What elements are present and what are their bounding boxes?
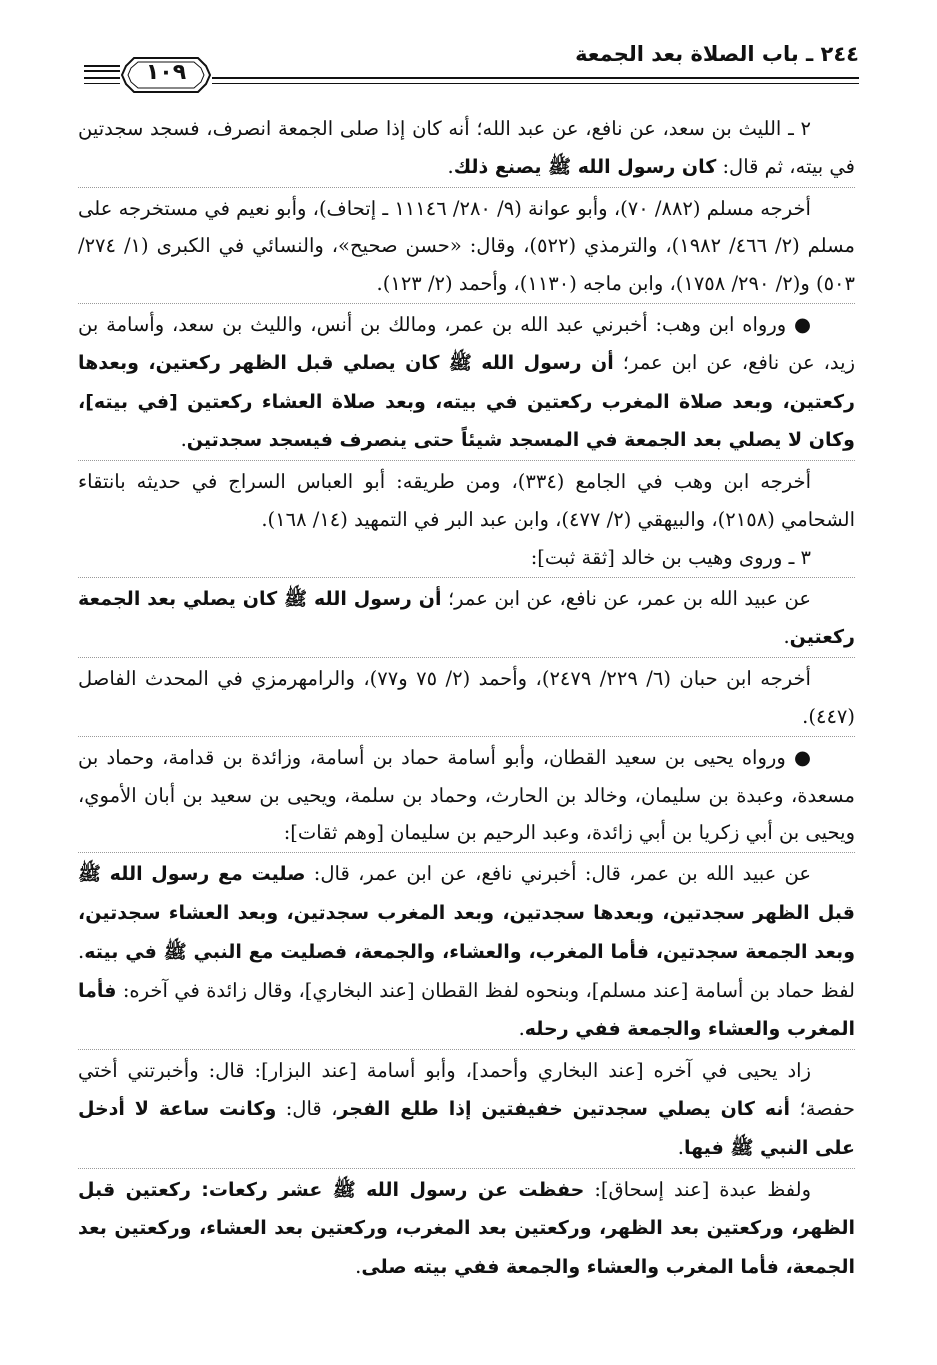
page-number: ١٠٩ [145,60,187,85]
paragraph-text: أخرجه مسلم (٨٨٢/ ٧٠)، وأبو عوانة (٩/ ٢٨٠/ ١١١٤٦ ـ إتحاف)، وأبو نعيم في مستخرجه على مسلم (٢/ ٤٦٦/ ١٩٨٢)، والترمذي (٥٢٢)، وقال: «حسن صحيح»، والنسائي في الكبرى (١/ ٢٧٤/ ٥٠٣) و(٢/ ٢٩٠/ ١٧٥٨)، وابن ماجه (١١٣٠)، وأحمد (٢/ ١٢٣). [78,196,855,296]
paragraph-text: . [677,1135,684,1159]
hadith-text: أنه كان يصلي سجدتين خفيفتين إذا طلع الفجر [337,1097,791,1120]
paragraph-text: عن عبيد الله بن عمر، عن نافع، عن ابن عمر؛ [441,586,812,610]
paragraph [78,852,855,1049]
paragraph [78,1168,855,1287]
hadith-text: صليت مع رسول الله ﷺ قبل الظهر سجدتين، وبعدها سجدتين، وبعد المغرب سجدتين، وبعد العشاء سجدتين، وبعد الجمعة سجدتين، فأما المغرب، والعشاء، والجمعة، فصليت مع النبي ﷺ في بيته [78,863,855,963]
paragraph-text: . لفظ حماد بن أسامة [عند مسلم]، وبنحوه لفظ القطان [عند البخاري]، وقال زائدة في آخره: [78,939,855,1002]
paragraph [78,657,855,736]
paragraph-text: . [518,1017,525,1041]
paragraph-text: عن عبيد الله بن عمر، قال: أخبرني نافع، عن ابن عمر، قال: [305,862,811,886]
paragraph [78,736,855,852]
paragraph-text: . [355,1255,362,1279]
paragraph-text: . [447,154,454,178]
hadith-text: أن رسول الله ﷺ كان يصلي قبل الظهر ركعتين، وبعدها ركعتين، وبعد صلاة المغرب ركعتين في بيته، وبعد صلاة العشاء ركعتين [في بيته]، وكان لا يصلي بعد الجمعة في المسجد شيئاً حتى ينصرف فيسجد سجدتين [78,351,855,452]
page-body [78,110,855,1287]
paragraph [78,460,855,539]
paragraph-text: ٢ ـ الليث بن سعد، عن نافع، عن عبد الله؛ أنه كان إذا صلى الجمعة انصرف، فسجد سجدتين في بيته، ثم قال: [78,117,855,178]
hadith-text: وكانت ساعة لا أدخل على النبي ﷺ فيها [78,1097,855,1159]
paragraph [78,1049,855,1167]
hadith-text: أن رسول الله ﷺ كان يصلي بعد الجمعة ركعتين [78,587,855,649]
paragraph-text: ولفظ عبدة [عند إسحاق]: [584,1177,811,1201]
paragraph-text: ● ورواه يحيى بن سعيد القطان، وأبو أسامة حماد بن أسامة، وزائدة بن قدامة، وحماد بن مسعدة، وعبدة بن سليمان، وخالد بن الحارث، وحماد بن سلمة، ويحيى بن سعيد بن أبان الأموي، ويحيى بن أبي زكريا بن أبي زائدة، وعبد الرحيم بن سليمان [وهم ثقات]: [78,745,855,845]
paragraph [78,577,855,658]
paragraph [78,539,855,577]
page-header [84,40,859,100]
page-number-badge [120,54,212,96]
ornament-lines [84,65,120,79]
paragraph [78,303,855,460]
paragraph-text: . [180,428,187,452]
paragraph-text: ، قال: [276,1096,338,1120]
paragraph-text: أخرجه ابن حبان (٦/ ٢٢٩/ ٢٤٧٩)، وأحمد (٢/ ٧٥ و٧٧)، والرامهرمزي في المحدث الفاصل (٤٤٧). [78,667,855,728]
paragraph-text: . [783,625,790,649]
paragraph [78,110,855,187]
hadith-text: حفظت عن رسول الله ﷺ عشر ركعات: ركعتين قبل الظهر، وركعتين بعد الظهر، وركعتين بعد المغرب، وركعتين بعد العشاء، وركعتين بعد الجمعة، فأما المغرب والعشاء والجمعة ففي بيته صلى [78,1178,855,1279]
paragraph [78,187,855,303]
hadith-text: فأما المغرب والعشاء والجمعة ففي رحله [78,979,855,1041]
paragraph-text: أخرجه ابن وهب في الجامع (٣٣٤)، ومن طريقه: أبو العباس السراج في حديثه بانتقاء الشحامي (٢١٥٨)، والبيهقي (٢/ ٤٧٧)، وابن عبد البر في التمهيد (١٤/ ١٦٨). [78,470,855,531]
paragraph-text: زاد يحيى في آخره [عند البخاري وأحمد]، وأبو أسامة [عند البزار]: قال: وأخبرتني أختي حفصة؛ [78,1059,855,1120]
paragraph-text: ٣ ـ وروى وهيب بن خالد [ثقة ثبت]: [530,545,811,569]
paragraph-text: ● ورواه ابن وهب: أخبرني عبد الله بن عمر، ومالك بن أنس، والليث بن سعد، وأسامة بن زيد، عن نافع، عن ابن عمر؛ [78,312,855,374]
chapter-title: ٢٤٤ ـ باب الصلاة بعد الجمعة [575,42,859,66]
hadith-text: كان رسول الله ﷺ يصنع ذلك [453,155,717,178]
